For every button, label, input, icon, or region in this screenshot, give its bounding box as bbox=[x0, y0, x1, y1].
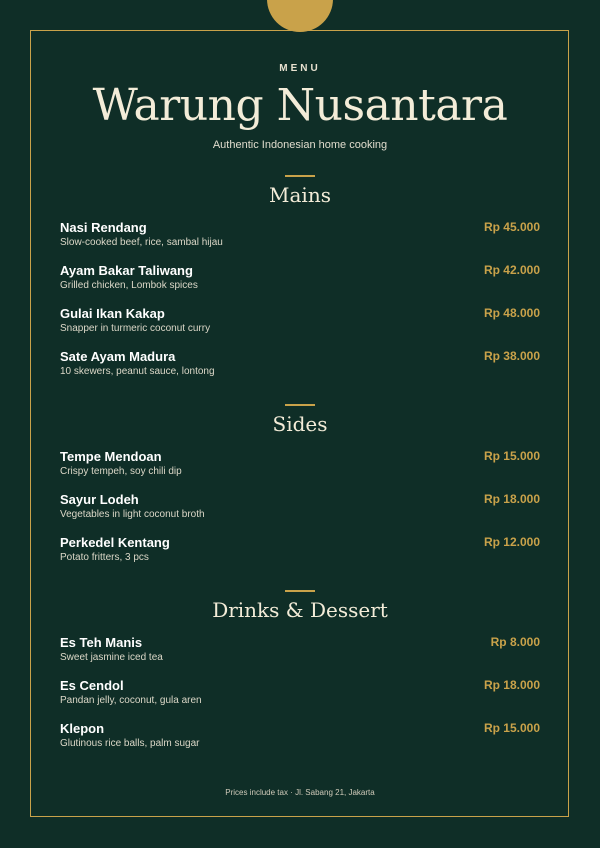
item-price: Rp 42.000 bbox=[483, 263, 540, 277]
item-price: Rp 48.000 bbox=[483, 306, 540, 320]
item-name: Tempe Mendoan bbox=[60, 449, 162, 464]
menu-item bbox=[60, 263, 540, 299]
tagline: Authentic Indonesian home cooking bbox=[212, 139, 388, 151]
item-description: Potato fritters, 3 pcs bbox=[60, 552, 149, 563]
section-title-drinks-dessert: Drinks & Dessert bbox=[212, 598, 388, 622]
item-description: Crispy tempeh, soy chili dip bbox=[60, 466, 182, 477]
item-price: Rp 45.000 bbox=[483, 220, 540, 234]
menu-item bbox=[60, 635, 540, 671]
item-name: Ayam Bakar Taliwang bbox=[60, 263, 193, 278]
restaurant-name: Warung Nusantara bbox=[92, 80, 508, 131]
item-price: Rp 18.000 bbox=[483, 678, 540, 692]
item-name: Klepon bbox=[60, 721, 105, 736]
item-description: Sweet jasmine iced tea bbox=[60, 652, 163, 663]
menu-item bbox=[60, 306, 540, 342]
item-price: Rp 38.000 bbox=[483, 349, 540, 363]
menu-label: MENU bbox=[279, 63, 321, 74]
item-name: Sayur Lodeh bbox=[60, 492, 139, 507]
item-description: Slow-cooked beef, rice, sambal hijau bbox=[60, 237, 223, 248]
menu-item bbox=[60, 449, 540, 485]
item-description: 10 skewers, peanut sauce, lontong bbox=[60, 366, 215, 377]
section-divider bbox=[285, 590, 315, 592]
item-name: Sate Ayam Madura bbox=[60, 349, 176, 364]
footer-note: Prices include tax · Jl. Sabang 21, Jakarta bbox=[225, 788, 375, 797]
item-price: Rp 15.000 bbox=[483, 721, 540, 735]
item-name: Perkedel Kentang bbox=[60, 535, 170, 550]
item-price: Rp 8.000 bbox=[490, 635, 540, 649]
menu-item bbox=[60, 678, 540, 714]
item-description: Snapper in turmeric coconut curry bbox=[60, 323, 211, 334]
item-price: Rp 12.000 bbox=[483, 535, 540, 549]
item-name: Es Teh Manis bbox=[60, 635, 143, 650]
menu-item bbox=[60, 721, 540, 757]
menu-item bbox=[60, 349, 540, 385]
item-description: Glutinous rice balls, palm sugar bbox=[60, 738, 200, 749]
section-title-sides: Sides bbox=[272, 412, 328, 436]
item-description: Pandan jelly, coconut, gula aren bbox=[60, 695, 202, 706]
section-title-mains: Mains bbox=[269, 183, 331, 207]
gold-medallion-ornament bbox=[267, 0, 333, 32]
item-name: Gulai Ikan Kakap bbox=[60, 306, 165, 321]
item-price: Rp 18.000 bbox=[483, 492, 540, 506]
menu-item bbox=[60, 492, 540, 528]
menu-item bbox=[60, 535, 540, 571]
item-description: Grilled chicken, Lombok spices bbox=[60, 280, 198, 291]
item-name: Es Cendol bbox=[60, 678, 124, 693]
item-description: Vegetables in light coconut broth bbox=[60, 509, 205, 520]
section-divider bbox=[285, 175, 315, 177]
item-name: Nasi Rendang bbox=[60, 220, 147, 235]
item-price: Rp 15.000 bbox=[483, 449, 540, 463]
menu-item bbox=[60, 220, 540, 256]
section-divider bbox=[285, 404, 315, 406]
